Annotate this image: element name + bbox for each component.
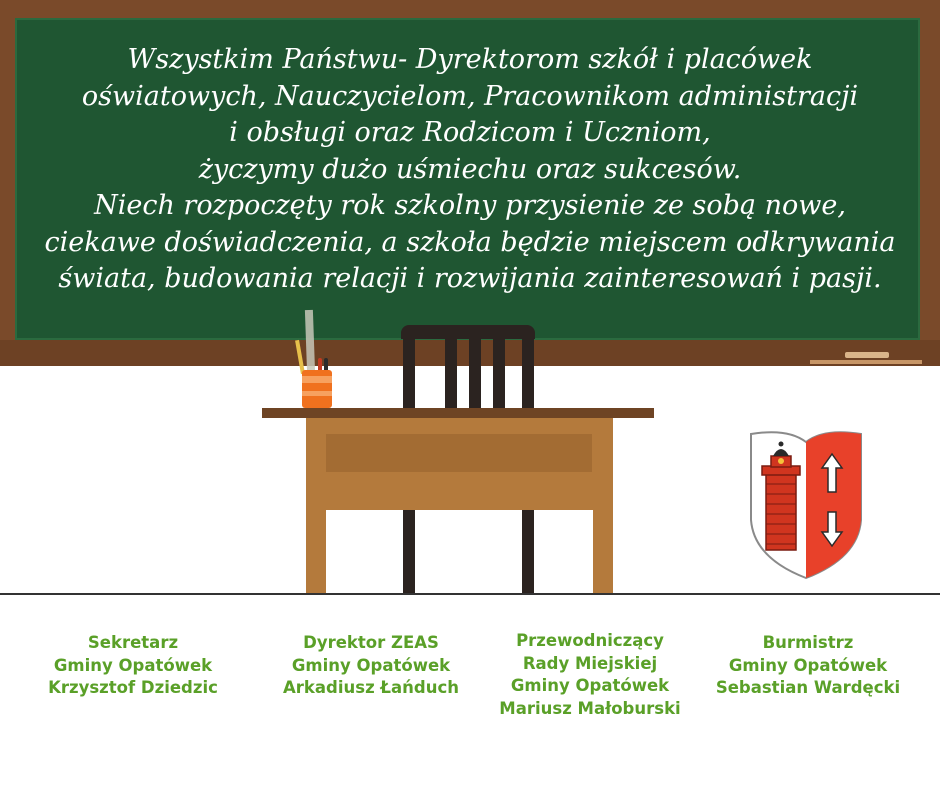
floor-line (0, 593, 940, 595)
chalk-piece (845, 352, 889, 358)
greeting-line: Wszystkim Państwu- Dyrektorom szkół i placówek (127, 44, 813, 75)
signature-title: Burmistrz (762, 633, 854, 652)
signature-office: Gminy Opatówek (728, 655, 888, 675)
signature-zeas-director (271, 632, 471, 700)
greeting-line: świata, budowania relacji i rozwijania zainteresowań i pasji. (58, 263, 882, 294)
chair-rail (522, 337, 534, 417)
greeting-line: Niech rozpoczęty rok szkolny przysienie ze sobą nowe, (94, 190, 846, 221)
signature-title: Przewodniczący (516, 631, 664, 650)
greeting-message (35, 42, 905, 298)
greeting-line: ciekawe doświadczenia, a szkoła będzie miejscem odkrywania (44, 226, 896, 258)
desk-drawer (326, 434, 592, 472)
signature-office: Gminy Opatówek (291, 655, 451, 675)
signature-person: Krzysztof Dziedzic (48, 678, 218, 697)
desk-leg (306, 510, 326, 594)
signature-office: Gminy Opatówek (53, 655, 213, 675)
signature-council-chair (483, 630, 697, 720)
chair-rail (445, 337, 457, 417)
chair-rail (469, 337, 481, 417)
desk-leg (593, 510, 613, 594)
signature-mayor (706, 632, 910, 700)
chair-rail (493, 337, 505, 417)
signature-person: Sebastian Wardęcki (715, 678, 901, 697)
signature-office: Gminy Opatówek (510, 676, 670, 695)
signature-office: Rady Miejskiej (522, 653, 658, 673)
chair-rail (403, 337, 415, 417)
signature-title: Dyrektor ZEAS (303, 633, 439, 652)
cup-stripe (302, 391, 332, 396)
greeting-line: i obsługi oraz Rodzicom i Uczniom, (229, 117, 711, 148)
signature-person: Mariusz Małoburski (499, 698, 681, 718)
greeting-line: życzymy dużo uśmiechu oraz sukcesów. (198, 153, 742, 185)
greeting-line: oświatowych, Nauczycielom, Pracownikom administracji (81, 80, 859, 112)
coat-of-arms-icon (748, 428, 864, 580)
signature-person: Arkadiusz Łańduch (283, 678, 459, 697)
chair-back (401, 325, 535, 339)
signature-title: Sekretarz (87, 633, 179, 652)
signature-secretary (33, 632, 233, 700)
cup-stripe (302, 376, 332, 383)
chalk-tray (810, 360, 922, 364)
desk-top (262, 408, 654, 418)
